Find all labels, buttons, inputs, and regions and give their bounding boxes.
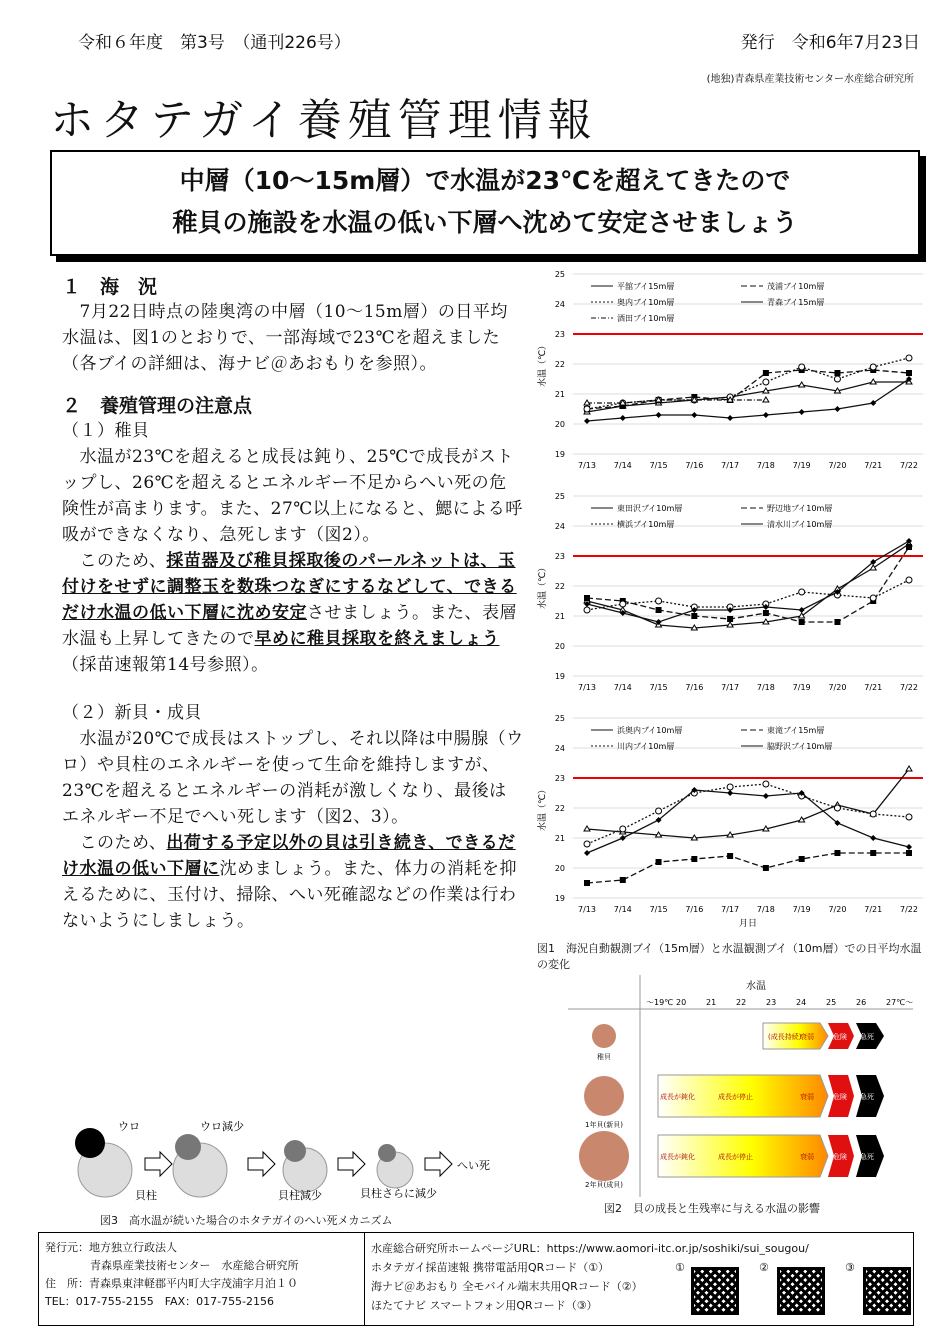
text-fragment: （採苗速報第14号参照）。 [62,655,269,675]
x-tick-label: 7/13 [578,683,596,692]
arrow-label: 成長が停止 [718,1093,753,1101]
arrow-label: 危険 [833,1093,847,1101]
data-point [906,538,912,544]
y-tick-label: 20 [554,864,565,873]
data-point [834,406,840,412]
data-point [870,850,876,856]
data-point [584,850,590,856]
y-tick-label: 19 [554,450,565,459]
legend-label: 東田沢ブイ10m層 [617,504,683,513]
data-point [727,616,733,622]
series-line [587,784,909,844]
y-axis-label: 水温（℃） [538,340,548,388]
x-tick-label: 7/22 [900,683,918,692]
emphasis-text: 出荷する予定以外の貝は引き続き、できるだけ水温の低い下層に [62,833,516,879]
y-tick-label: 21 [554,834,565,843]
figure3-diagram [60,1115,530,1225]
series-line [587,547,909,622]
qr-label-3: ほたてナビ スマートフォン用QRコード（③） [371,1299,598,1312]
fig3-label: 貝柱減少 [278,1189,322,1202]
fig3-label: ウロ減少 [200,1120,244,1133]
emphasis-text: 採苗器及び稚貝採取後のパールネットは、玉付けをせずに調整玉を数珠つなぎにするなどして、できるだけ水温の低い下層に沈め安定 [62,551,517,623]
data-point [763,370,769,376]
legend-label: 青森ブイ15m層 [767,298,825,307]
data-point [620,601,626,607]
data-point [906,544,912,550]
x-tick-label: 7/15 [649,461,668,470]
data-point [834,376,840,382]
x-tick-label: 7/18 [756,683,775,692]
series-line [587,358,909,409]
footer-links [371,1239,809,1315]
data-point [584,826,590,831]
x-tick-label: 7/17 [721,461,740,470]
data-point [799,607,805,613]
x-tick-label: 7/14 [613,905,632,914]
arrow-label: 成長が鈍化 [660,1093,695,1101]
arrow-label: 衰弱 [800,1033,814,1041]
section1-text: 7月22日時点の陸奥湾の中層（10～15m層）の日平均水温は、図1のとおりで、一部海域で23℃を超えました（各ブイの詳細は、海ナビ＠あおもりを参照）。 [62,302,508,374]
homepage-url[interactable]: 水産総合研究所ホームページURL：https://www.aomori-itc.or.jp/soshiki/sui_sougou/ [371,1242,809,1255]
qr-code-icon[interactable] [777,1267,825,1315]
data-point [834,850,840,856]
issuer-name: 青森県産業技術センター 水産総合研究所 [90,1259,299,1272]
arrow-label: 衰弱 [800,1153,814,1161]
data-point [727,853,733,859]
sub-heading-juvenile: （１）稚貝 [62,421,150,441]
temp-label: 24 [796,998,807,1007]
data-point [870,595,876,601]
y-tick-label: 19 [554,894,565,903]
data-point [799,409,805,415]
sub-heading-adult: （２）新貝・成貝 [62,703,202,723]
row-label: 2年貝(成貝) [585,1181,623,1189]
data-point [584,406,590,412]
data-point [763,781,769,787]
legend-label: 清水川ブイ10m層 [767,520,833,529]
fig2-header: 水温 [746,981,766,992]
fig3-label: へい死 [457,1159,490,1172]
data-point [656,598,662,604]
y-tick-label: 22 [554,804,565,813]
data-point [620,835,626,841]
data-point [656,412,662,418]
x-tick-label: 7/20 [828,905,847,914]
data-point [584,595,590,601]
y-tick-label: 23 [554,330,565,339]
legend-label: 浜奥内ブイ10m層 [617,726,683,735]
y-tick-label: 22 [554,582,565,591]
y-tick-label: 21 [554,390,565,399]
legend-label: 川内ブイ10m層 [617,742,675,751]
x-tick-label: 7/22 [900,905,918,914]
x-tick-label: 7/13 [578,905,596,914]
x-tick-label: 7/14 [613,461,632,470]
x-tick-label: 7/18 [756,461,775,470]
series-line [587,769,909,838]
data-point [799,856,805,862]
data-point [870,835,876,841]
x-tick-label: 7/17 [721,683,740,692]
issue-number: 令和６年度 第3号 （通刊226号） [78,33,351,53]
headline-line1: 中層（10～15m層）で水温が23℃を超えてきたので [179,166,791,195]
headline-line2: 稚貝の施設を水温の低い下層へ沈めて安定させましょう [172,208,798,237]
issue-date: 発行 令和6年7月23日 [740,33,920,53]
arrow-label: 急死 [860,1153,874,1161]
arrow-label: (成長持続) [768,1033,802,1041]
data-point [584,418,590,424]
x-tick-label: 7/14 [613,683,632,692]
data-point [906,814,912,820]
data-point [584,880,590,886]
temp-label: 21 [706,998,717,1007]
qr-number: ② [759,1261,769,1274]
data-point [691,856,697,862]
paragraph-juvenile-1: 水温が23℃を超えると成長は鈍り、25℃で成長がストップし、26℃を超えるとエネルギー不足からへい死の危険性が高まります。また、27℃以上になると、鰓による呼吸ができなくなり、急死します（図2）。 [62,447,523,545]
data-point [906,844,912,850]
temp-label: 23 [766,998,777,1007]
issuer: 発行元：地方独立行政法人 [45,1241,177,1254]
y-tick-label: 24 [554,300,565,309]
scallop-shell [592,1024,616,1048]
y-tick-label: 22 [554,360,565,369]
x-tick-label: 7/15 [649,905,668,914]
data-point [799,364,805,370]
y-tick-label: 20 [554,420,565,429]
arrow-label: 急死 [860,1093,874,1101]
data-point [727,784,733,790]
qr-code-icon[interactable] [691,1267,739,1315]
x-tick-label: 7/19 [792,461,811,470]
x-tick-label: 7/16 [685,461,704,470]
arrow-label: 成長が鈍化 [660,1153,695,1161]
data-point [834,619,840,625]
text-fragment: させましょう。また、表層水温も上昇してきたので [62,603,517,649]
y-axis-label: 水温（℃） [538,784,548,832]
article-body [62,272,524,934]
paragraph-adult-2 [62,830,524,934]
address: 住 所：青森県東津軽郡平内町大字茂浦字月泊１０ [45,1277,298,1290]
legend-label: 横浜ブイ10m層 [617,520,675,529]
y-tick-label: 19 [554,672,565,681]
y-tick-label: 25 [554,270,565,279]
scallop-shell [584,1076,624,1116]
figure2-diagram [568,975,913,1197]
x-tick-label: 7/15 [649,683,668,692]
temp-label: 22 [736,998,747,1007]
arrow-label: 急死 [860,1033,874,1041]
x-tick-label: 7/16 [685,905,704,914]
y-tick-label: 20 [554,642,565,651]
headline-banner [50,150,920,256]
text-fragment: このため、 [62,833,167,853]
figure3-caption: 図3 高水温が続いた場合のホタテガイのへい死メカニズム [100,1214,393,1227]
data-point [906,577,912,583]
series-line [587,370,909,409]
section1-heading: １ 海 況 [62,276,158,298]
legend-label: 茂浦ブイ10m層 [767,282,825,291]
x-tick-label: 7/17 [721,905,740,914]
temp-label: ～19℃ [646,998,674,1007]
data-point [763,412,769,418]
x-tick-label: 7/18 [756,905,775,914]
fig3-label: ウロ [118,1120,140,1133]
data-point [584,607,590,613]
x-tick-label: 7/13 [578,461,596,470]
data-point [870,565,876,570]
y-tick-label: 24 [554,522,565,531]
scallop-shell [579,1131,629,1181]
qr-label-1: ホタテガイ採苗速報 携帯電話用QRコード（①） [371,1261,610,1274]
arrow-label: 危険 [833,1033,847,1041]
data-point [763,397,769,402]
arrow-label: 成長が停止 [718,1153,753,1161]
y-tick-label: 24 [554,744,565,753]
data-point [620,877,626,883]
page-title: ホタテガイ養殖管理情報 [50,95,598,146]
fig3-label: 貝柱 [135,1189,157,1202]
data-point [870,364,876,370]
data-point [656,808,662,814]
uro-organ [75,1128,105,1158]
data-point [763,379,769,385]
temp-label: 26 [856,998,867,1007]
temp-label: 25 [826,998,837,1007]
data-point [691,613,697,619]
data-point [834,805,840,811]
data-point [906,850,912,856]
x-tick-label: 7/21 [864,905,883,914]
data-point [584,841,590,847]
figure1-charts [535,262,935,930]
y-tick-label: 23 [554,774,565,783]
x-tick-label: 7/20 [828,461,847,470]
data-point [763,610,769,616]
data-point [620,415,626,421]
legend-label: 奥内ブイ10m層 [617,298,675,307]
data-point [620,826,626,832]
y-tick-label: 21 [554,612,565,621]
footer [38,1232,914,1326]
data-point [656,607,662,613]
fig3-label: 貝柱さらに減少 [360,1187,437,1200]
temp-label: 27℃～ [886,998,913,1007]
text-fragment: このため、 [62,551,167,571]
organization: (地独)青森県産業技術センター水産総合研究所 [706,74,914,85]
phone-fax: TEL：017-755-2155 FAX：017-755-2156 [45,1295,275,1308]
y-tick-label: 25 [554,714,565,723]
series-line [587,541,909,622]
row-label: 稚貝 [597,1053,611,1061]
x-tick-label: 7/21 [864,461,883,470]
data-point [691,412,697,418]
data-point [906,355,912,361]
y-tick-label: 23 [554,552,565,561]
legend-label: 平舘ブイ15m層 [617,282,675,291]
data-point [906,766,912,771]
temp-label: 20 [676,998,687,1007]
data-point [763,793,769,799]
qr-label-2: 海ナビ＠あおもり 全モバイル端末共用QRコード（②） [371,1280,643,1293]
data-point [906,370,912,376]
legend-label: 野辺地ブイ10m層 [767,504,833,513]
legend-label: 東滝ブイ15m層 [767,726,825,735]
x-tick-label: 7/16 [685,683,704,692]
x-tick-label: 7/19 [792,683,811,692]
footer-contact [45,1239,363,1311]
series-line [587,790,909,853]
data-point [870,811,876,817]
text-fragment: 沈めましょう。また、体力の消耗を抑えるために、玉付け、掃除、へい死確認などの作業は行わないようにしましょう。 [62,859,517,931]
data-point [727,415,733,421]
data-point [656,859,662,865]
data-point [799,619,805,625]
legend-label: 脇野沢ブイ10m層 [767,742,833,751]
series-line [587,580,909,610]
y-axis-label: 水温（℃） [538,562,548,610]
data-point [834,370,840,376]
figure2-caption: 図2 貝の成長と生残率に与える水温の影響 [604,1202,820,1215]
data-point [799,382,805,387]
emphasis-text: 早めに稚貝採取を終えましょう [254,629,500,649]
figure1-caption: 図1 海況自動観測ブイ（15m層）と水温観測ブイ（10m層）での日平均水温の変化 [537,942,922,971]
qr-number: ③ [845,1261,855,1274]
data-point [727,790,733,796]
data-point [763,865,769,871]
legend-label: 酒田ブイ10m層 [617,314,675,323]
arrow-label: 衰弱 [800,1093,814,1101]
qr-number: ① [675,1261,685,1274]
paragraph-juvenile-2 [62,548,524,678]
qr-code-icon[interactable] [863,1267,911,1315]
section2-heading: ２ 養殖管理の注意点 [62,395,253,417]
row-label: 1年貝(新貝) [585,1121,623,1129]
arrow-label: 危険 [833,1153,847,1161]
x-tick-label: 7/21 [864,683,883,692]
y-tick-label: 25 [554,492,565,501]
paragraph-adult-1: 水温が20℃で成長はストップし、それ以降は中腸腺（ウロ）や貝柱のエネルギーを使って生命を維持しますが、23℃を超えるとエネルギーの消耗が激しくなり、最後はエネルギー不足でへい死します（図2、3）。 [62,729,524,827]
x-axis-label: 月日 [738,919,758,929]
x-tick-label: 7/20 [828,683,847,692]
x-tick-label: 7/19 [792,905,811,914]
data-point [799,589,805,595]
x-tick-label: 7/22 [900,461,918,470]
